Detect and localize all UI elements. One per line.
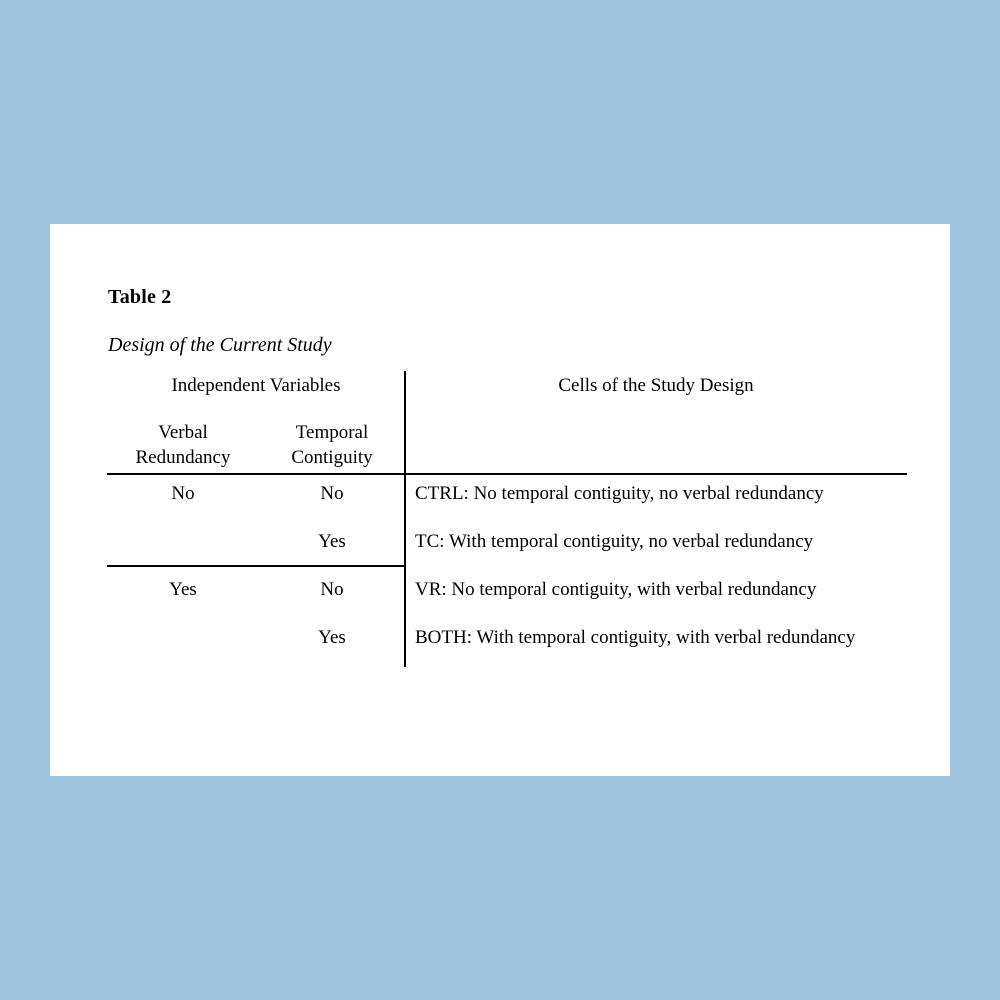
table-row bbox=[107, 475, 907, 523]
cell-temporal-contiguity: Yes bbox=[318, 531, 346, 552]
document-content bbox=[108, 224, 908, 776]
cell-verbal-redundancy bbox=[107, 523, 259, 571]
column-header-temporal-contiguity-line2: Contiguity bbox=[291, 447, 373, 468]
document-page bbox=[50, 224, 950, 776]
cell-temporal-contiguity: No bbox=[320, 579, 344, 600]
table-row bbox=[107, 571, 907, 619]
cell-verbal-redundancy: No bbox=[171, 483, 195, 504]
column-header-temporal-contiguity bbox=[259, 420, 405, 470]
table-row bbox=[107, 523, 907, 571]
cell-temporal-contiguity: Yes bbox=[318, 627, 346, 648]
table-group-header-independent-variables: Independent Variables bbox=[171, 375, 341, 396]
table-number-heading: Table 2 bbox=[108, 286, 172, 308]
table-row bbox=[107, 619, 907, 667]
column-header-verbal-redundancy bbox=[107, 420, 259, 470]
cell-study-design: CTRL: No temporal contiguity, no verbal redundancy bbox=[415, 483, 824, 504]
cell-study-design: VR: No temporal contiguity, with verbal redundancy bbox=[415, 579, 817, 600]
cell-temporal-contiguity: No bbox=[320, 483, 344, 504]
table-group-header-cells-of-study-design: Cells of the Study Design bbox=[558, 375, 754, 396]
cell-verbal-redundancy: Yes bbox=[169, 579, 197, 600]
study-design-table bbox=[107, 372, 907, 702]
cell-study-design: BOTH: With temporal contiguity, with verbal redundancy bbox=[415, 627, 856, 648]
table-caption: Design of the Current Study bbox=[108, 334, 332, 356]
cell-verbal-redundancy bbox=[107, 619, 259, 667]
cell-study-design: TC: With temporal contiguity, no verbal redundancy bbox=[415, 531, 814, 552]
column-header-temporal-contiguity-line1: Temporal bbox=[295, 422, 369, 443]
column-header-verbal-redundancy-line2: Redundancy bbox=[135, 447, 231, 468]
column-header-verbal-redundancy-line1: Verbal bbox=[158, 422, 208, 443]
